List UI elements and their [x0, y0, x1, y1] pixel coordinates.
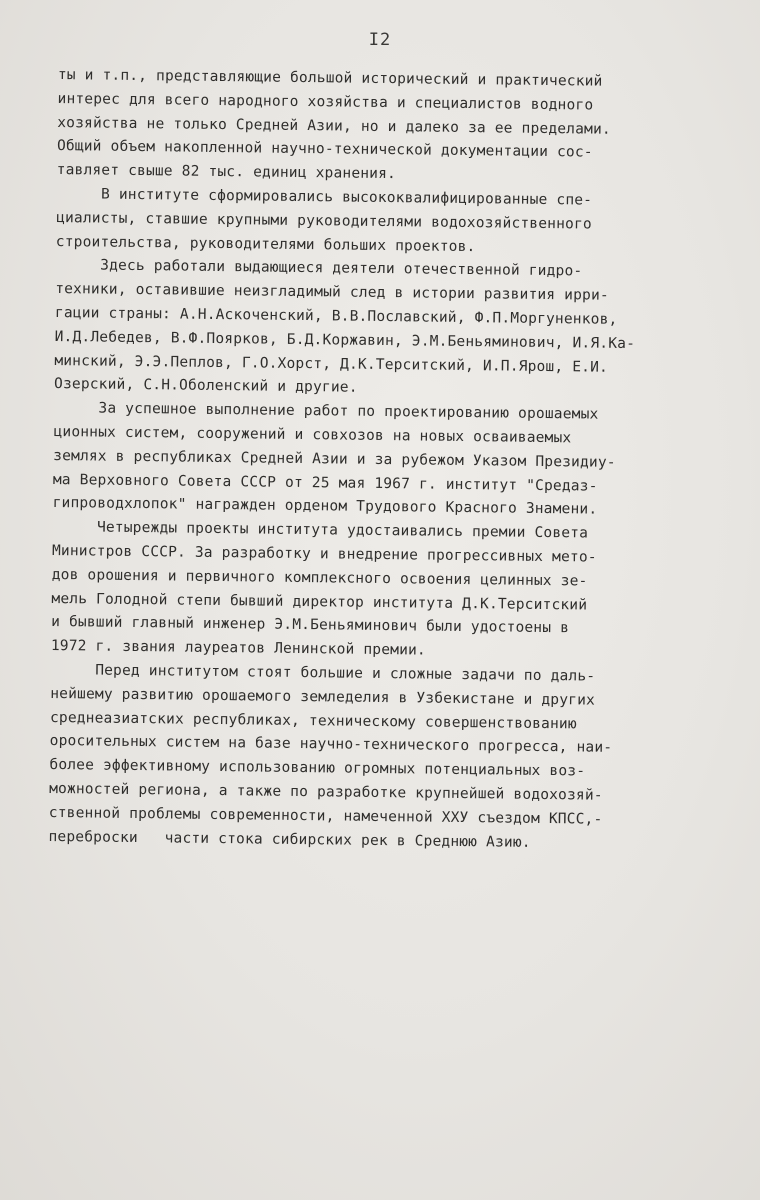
text-line: гипроводхлопок" награжден орденом Трудового Красного Знамени.	[52, 495, 598, 518]
text-line: циалисты, ставшие крупными руководителями водохозяйственного	[56, 209, 592, 233]
text-line: техники, оставившие неизгладимый след в истории развития ирри-	[55, 281, 609, 304]
text-line: хозяйства не только Средней Азии, но и далеко за ее пределами.	[57, 114, 611, 138]
text-line: строительства, руководителями больших проектов.	[55, 233, 476, 255]
text-line: 1972 г. звания лауреатов Ленинской премии.	[50, 638, 427, 659]
text-line: мель Голодной степи бывший директор института Д.К.Терситский	[51, 590, 588, 614]
text-line: И.Д.Лебедев, В.Ф.Поярков, Б.Д.Коржавин, Э.М.Беньяминович, И.Я.Ка-	[54, 328, 636, 352]
text-line: землях в республиках Средней Азии и за рубежом Указом Президиу-	[53, 447, 616, 471]
text-line: переброски части стока сибирских рек в Среднюю Азию.	[48, 828, 531, 851]
text-line: Четырежды проекты института удостаивались премии Совета	[52, 519, 589, 542]
text-line: и бывший главный инженер Э.М.Беньяминович были удостоены в	[51, 614, 570, 637]
text-line: нейшему развитию орошаемого земледелия в Узбекистане и других	[50, 685, 596, 709]
text-line: ма Верховного Совета СССР от 25 мая 1967 г. институт "Средаз-	[52, 471, 598, 495]
text-line: За успешное выполнение работ по проектированию орошаемых	[53, 400, 599, 423]
text-line: тавляет свыше 82 тыс. единиц хранения.	[56, 162, 397, 183]
text-line: Здесь работали выдающиеся деятели отечественной гидро-	[55, 257, 583, 280]
text-line: ционных систем, сооружений и совхозов на новых осваиваемых	[53, 423, 572, 447]
text-line: более эффективному использованию огромных потенциальных воз-	[49, 757, 586, 780]
text-line: можностей региона, а также по разработке крупнейшей водохозяй-	[49, 780, 603, 804]
text-line: ты и т.п., представляющие большой исторический и практический	[57, 66, 603, 90]
text-line: Общий объем накопленной научно-технической документации сос-	[56, 138, 593, 161]
text-line: оросительных систем на базе научно-технического прогресса, наи-	[49, 733, 613, 757]
text-line: ственной проблемы современности, намеченной ХХУ съездом КПСС,-	[48, 804, 603, 828]
text-line: Министров СССР. За разработку и внедрение прогрессивных мето-	[51, 542, 597, 566]
text-line: минский, Э.Э.Пеплов, Г.О.Хорст, Д.К.Терситский, И.П.Ярош, Е.И.	[54, 352, 609, 376]
text-line: среднеазиатских республиках, техническому совершенствованию	[49, 709, 577, 732]
text-line: гации страны: А.Н.Аскоченский, В.В.Пославский, Ф.П.Моргуненков,	[54, 304, 618, 328]
body-text	[48, 64, 718, 857]
text-line: дов орошения и первичного комплексного освоения целинных зе-	[51, 566, 588, 590]
text-line: Озерский, С.Н.Оболенский и другие.	[53, 376, 358, 397]
text-line: интерес для всего народного хозяйства и специалистов водного	[57, 90, 594, 114]
page-number: I2	[368, 30, 392, 50]
text-line: Перед институтом стоят большие и сложные задачи по даль-	[50, 661, 596, 685]
text-line: В институте сформировались высококвалифицированные спе-	[56, 185, 593, 209]
